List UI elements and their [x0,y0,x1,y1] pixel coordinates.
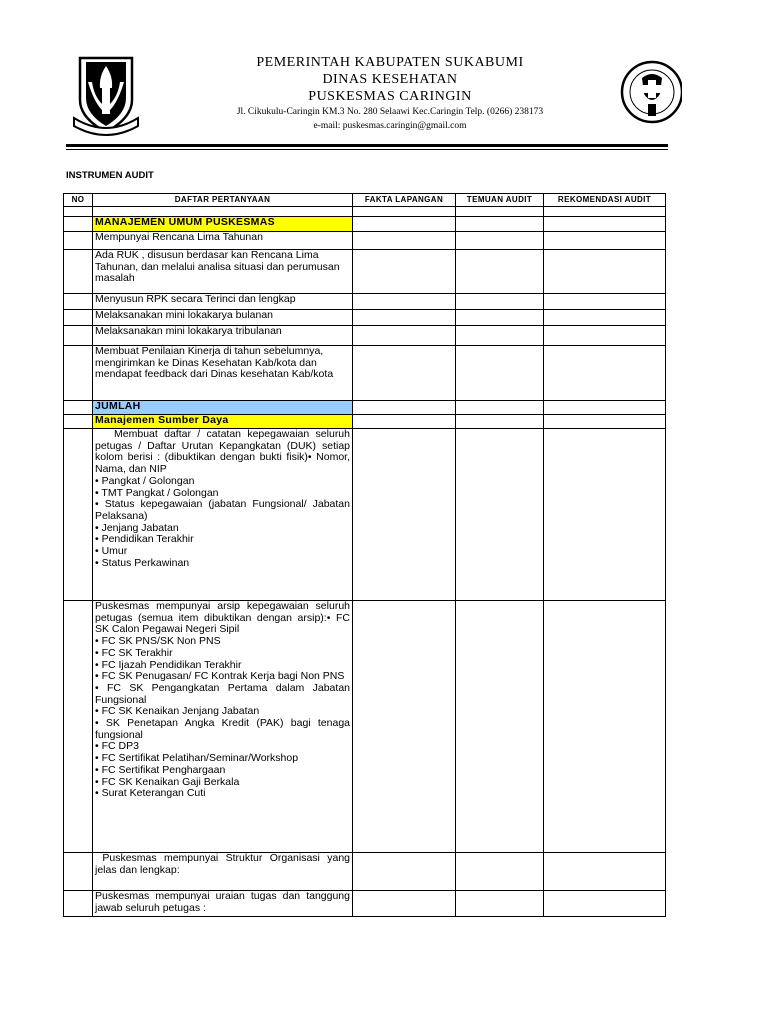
table-row [64,232,666,250]
table-spacer-row [64,207,666,217]
header-rule-thin [66,149,668,150]
puskesmas-name: PUSKESMAS CARINGIN [308,89,472,104]
table-row [64,891,666,917]
header-rule-thick [66,144,668,147]
question-text: Puskesmas mempunyai uraian tugas dan tanggung jawab seluruh petugas : [93,891,353,917]
document-title: INSTRUMEN AUDIT [66,170,154,181]
bullet-item: • Status kepegawaian (jabatan Fungsional/ Jabatan Pelaksana) [95,498,350,522]
header-no: NO [64,194,93,207]
table-row [64,429,666,601]
question-text: Ada RUK , disusun berdasar kan Rencana Lima Tahunan, dan melalui analisa situasi dan perumusan masalah [93,250,353,294]
question-text [93,601,353,853]
header-fakta-lapangan: FAKTA LAPANGAN [353,194,456,207]
bakti-husada-logo-icon [612,52,682,132]
bullet-item: • FC Sertifikat Pelatihan/Seminar/Workshop [95,752,299,765]
table-row [64,415,666,429]
government-name: PEMERINTAH KABUPATEN SUKABUMI [256,55,524,70]
bullet-item: • FC Ijazah Pendidikan Terakhir [95,658,242,671]
jumlah-row-label: JUMLAH [93,401,353,415]
bullet-item: • TMT Pangkat / Golongan [95,486,219,499]
question-text: Membuat Penilaian Kinerja di tahun sebelumnya, mengirimkan ke Dinas Kesehatan Kab/kota dan mendapat feedback dari Dinas kesehatan Kab/kota [93,346,353,401]
bullet-item: • FC SK Terakhir [95,646,173,659]
question-text: Melaksanakan mini lokakarya bulanan [93,310,353,326]
section-manajemen-umum: MANAJEMEN UMUM PUSKESMAS [93,217,353,232]
letterhead-text [200,54,580,133]
header-daftar-pertanyaan: DAFTAR PERTANYAAN [93,194,353,207]
department-name: DINAS KESEHATAN [322,72,458,87]
section-manajemen-sumber-daya: Manajemen Sumber Daya [93,415,353,429]
question-text: Menyusun RPK secara Terinci dan lengkap [93,294,353,310]
table-row [64,853,666,891]
bullet-item: • FC DP3 [95,740,139,753]
question-line: Puskesmas mempunyai arsip kepegawaian seluruh petugas (semua item dibuktikan dengan arsip):• FC SK Calon Pegawai Negeri Sipil [95,600,350,636]
bullet-item: • Pangkat / Golongan [95,474,195,487]
bullet-item: • Jenjang Jabatan [95,521,179,534]
bullet-item: • FC SK Kenaikan Jenjang Jabatan [95,705,260,718]
bullet-item: • Umur [95,545,128,558]
table-row [64,217,666,232]
table-row [64,326,666,346]
table-row [64,310,666,326]
bullet-item: • FC SK Penugasan/ FC Kontrak Kerja bagi Non PNS [95,670,345,683]
kabupaten-sukabumi-emblem-icon [66,52,146,136]
header-temuan-audit: TEMUAN AUDIT [456,194,544,207]
table-row [64,346,666,401]
question-text [93,429,353,601]
question-text: Puskesmas mempunyai Struktur Organisasi yang jelas dan lengkap: [93,853,353,891]
bullet-item: • SK Penetapan Angka Kredit (PAK) bagi tenaga fungsional [95,717,350,741]
table-header-row [64,194,666,207]
table-row [64,250,666,294]
email: e-mail: puskesmas.caringin@gmail.com [313,121,467,131]
bullet-item: • Surat Keterangan Cuti [95,787,206,800]
table-row [64,401,666,415]
table-row [64,601,666,853]
address: Jl. Cikukulu-Caringin KM.3 No. 280 Selaawi Kec.Caringin Telp. (0266) 238173 [236,107,544,117]
bullet-item: • FC SK Kenaikan Gaji Berkala [95,775,240,788]
table-row [64,294,666,310]
question-text: Melaksanakan mini lokakarya tribulanan [93,326,353,346]
question-text: Mempunyai Rencana Lima Tahunan [93,232,353,250]
bullet-item: • FC Sertifikat Penghargaan [95,763,226,776]
header-rekomendasi-audit: REKOMENDASI AUDIT [544,194,666,207]
bullet-item: • FC SK PNS/SK Non PNS [95,635,221,648]
question-line: Membuat daftar / catatan kepegawaian seluruh petugas / Daftar Urutan Kepangkatan (DUK) setiap kolom berisi : (dibuktikan dengan bukti fisik)• Nomor, Nama, dan NIP [95,428,353,476]
bullet-item: • FC SK Pengangkatan Pertama dalam Jabatan Fungsional [95,681,350,706]
letterhead [0,0,768,150]
bullet-item: • Status Perkawinan [95,556,190,569]
audit-table [63,193,666,917]
bullet-item: • Pendidikan Terakhir [95,533,194,546]
